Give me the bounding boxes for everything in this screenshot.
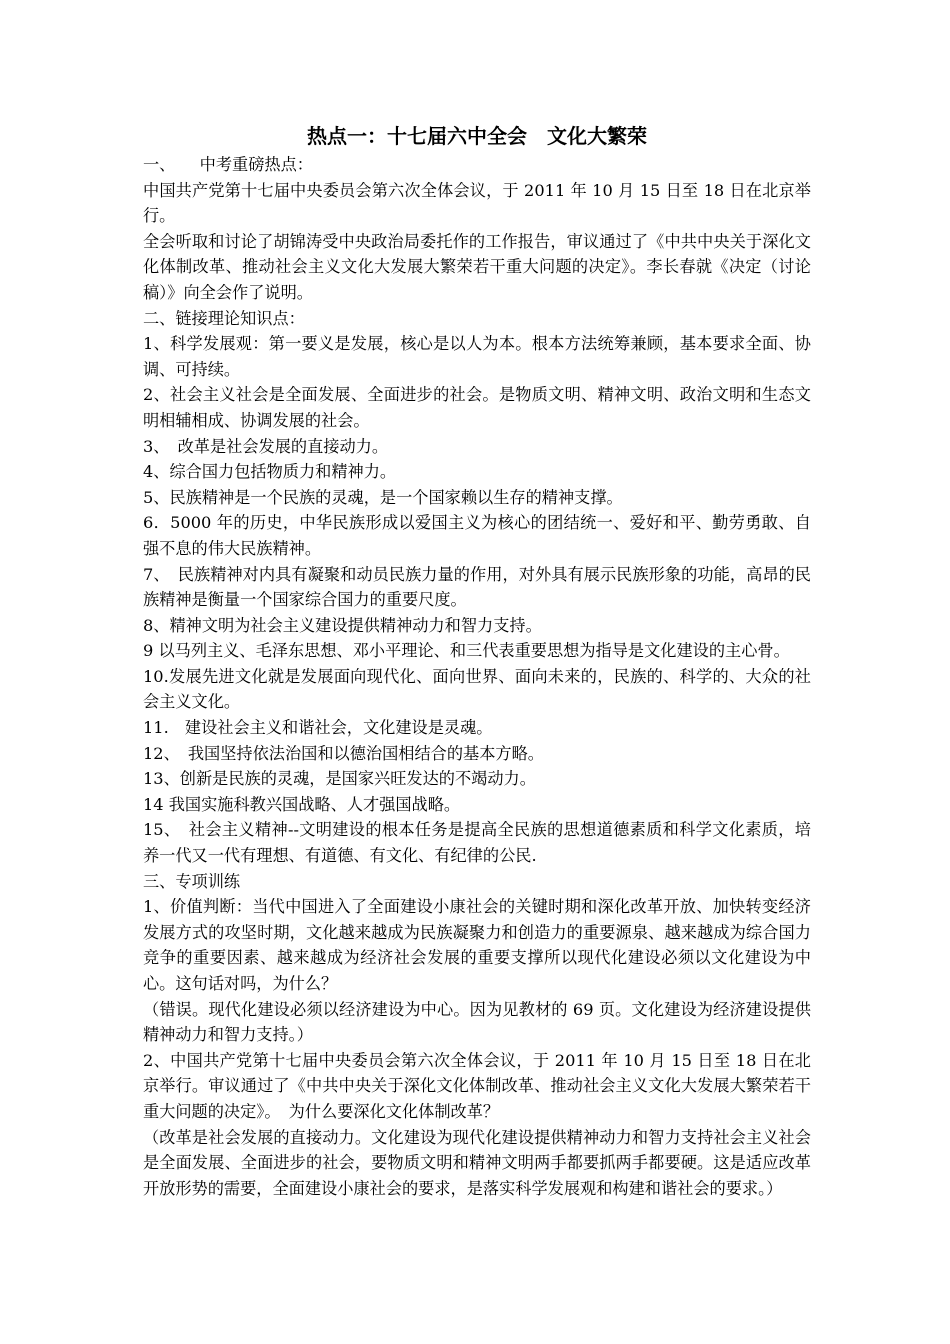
theory-item-14: 14 我国实施科教兴国战略、人才强国战略。 [143,794,461,814]
theory-item-2: 2、社会主义社会是全面发展、全面进步的社会。是物质文明、精神文明、政治文明和生态文明相辅相成、协调发展的社会。 [143,385,811,430]
document-body [143,120,811,1201]
theory-item-10: 10.发展先进文化就是发展面向现代化、面向世界、面向未来的，民族的、科学的、大众的社会主义文化。 [143,666,811,712]
theory-item-11: 11. 建设社会主义和谐社会，文化建设是灵魂。 [143,718,493,738]
section-heading-theory: 二、链接理论知识点： [143,308,305,328]
theory-item-15: 15、 社会主义精神--文明建设的根本任务是提高全民族的思想道德素质和科学文化素质，培养一代又一代有理想、有道德、有文化、有纪律的公民. [143,820,811,866]
theory-item-5: 5、民族精神是一个民族的灵魂，是一个国家赖以生存的精神支撑。 [143,487,623,507]
theory-item-4: 4、综合国力包括物质力和精神力。 [143,462,397,482]
theory-item-8: 8、精神文明为社会主义建设提供精神动力和智力支持。 [143,615,542,635]
section-heading-training: 三、专项训练 [143,871,241,891]
training-question-2: 2、中国共产党第十七届中央委员会第六次全体会议，于 2011 年 10 月 15 日至 18 日在北京举行。审议通过了《中共中央关于深化文化体制改革、推动社会主义文化大发展大繁荣若干重大问题的决定》。 为什么要深化文化体制改革？ [143,1050,811,1121]
theory-item-9: 9 以马列主义、毛泽东思想、邓小平理论、和三代表重要思想为指导是文化建设的主心骨。 [143,641,790,661]
theory-item-1: 1、科学发展观：第一要义是发展，核心是以人为本。根本方法统筹兼顾，基本要求全面、协调、可持续。 [143,334,811,379]
training-question-1: 1、价值判断：当代中国进入了全面建设小康社会的关键时期和深化改革开放、加快转变经济发展方式的攻坚时期，文化越来越成为民族凝聚力和创造力的重要源泉、越来越成为综合国力竞争的重要因素、越来越成为经济社会发展的重要支撑所以现代化建设必须以文化建设为中心。这句话对吗，为什么？ [143,897,811,993]
training-answer-2: （改革是社会发展的直接动力。文化建设为现代化建设提供精神动力和智力支持社会主义社会是全面发展、全面进步的社会，要物质文明和精神文明两手都要抓两手都要硬。这是适应改革开放形势的需要，全面建设小康社会的要求，是落实科学发展观和构建和谐社会的要求。） [143,1127,811,1198]
paragraph-session-intro: 中国共产党第十七届中央委员会第六次全体会议，于 2011 年 10 月 15 日至 18 日在北京举行。 [143,180,811,226]
section-heading-hot-points: 一、 中考重磅热点： [143,155,313,174]
document-title: 热点一：十七届六中全会 文化大繁荣 [307,124,647,148]
training-answer-1: （错误。现代化建设必须以经济建设为中心。因为见教材的 69 页。文化建设为经济建设提供精神动力和智力支持。） [143,999,811,1045]
theory-item-6: 6．5000 年的历史，中华民族形成以爱国主义为核心的团结统一、爱好和平、勤劳勇敢、自强不息的伟大民族精神。 [143,513,811,558]
theory-item-12: 12、 我国坚持依法治国和以德治国相结合的基本方略。 [143,743,544,763]
theory-item-13: 13、创新是民族的灵魂，是国家兴旺发达的不竭动力。 [143,769,536,789]
theory-item-7: 7、 民族精神对内具有凝聚和动员民族力量的作用，对外具有展示民族形象的功能，高昂的民族精神是衡量一个国家综合国力的重要尺度。 [143,564,811,610]
paragraph-session-decision: 全会听取和讨论了胡锦涛受中央政治局委托作的工作报告，审议通过了《中共中央关于深化文化体制改革、推动社会主义文化大发展大繁荣若干重大问题的决定》。李长春就《决定（讨论稿）》向全会作了说明。 [143,231,811,302]
theory-item-3: 3、 改革是社会发展的直接动力。 [143,436,389,456]
